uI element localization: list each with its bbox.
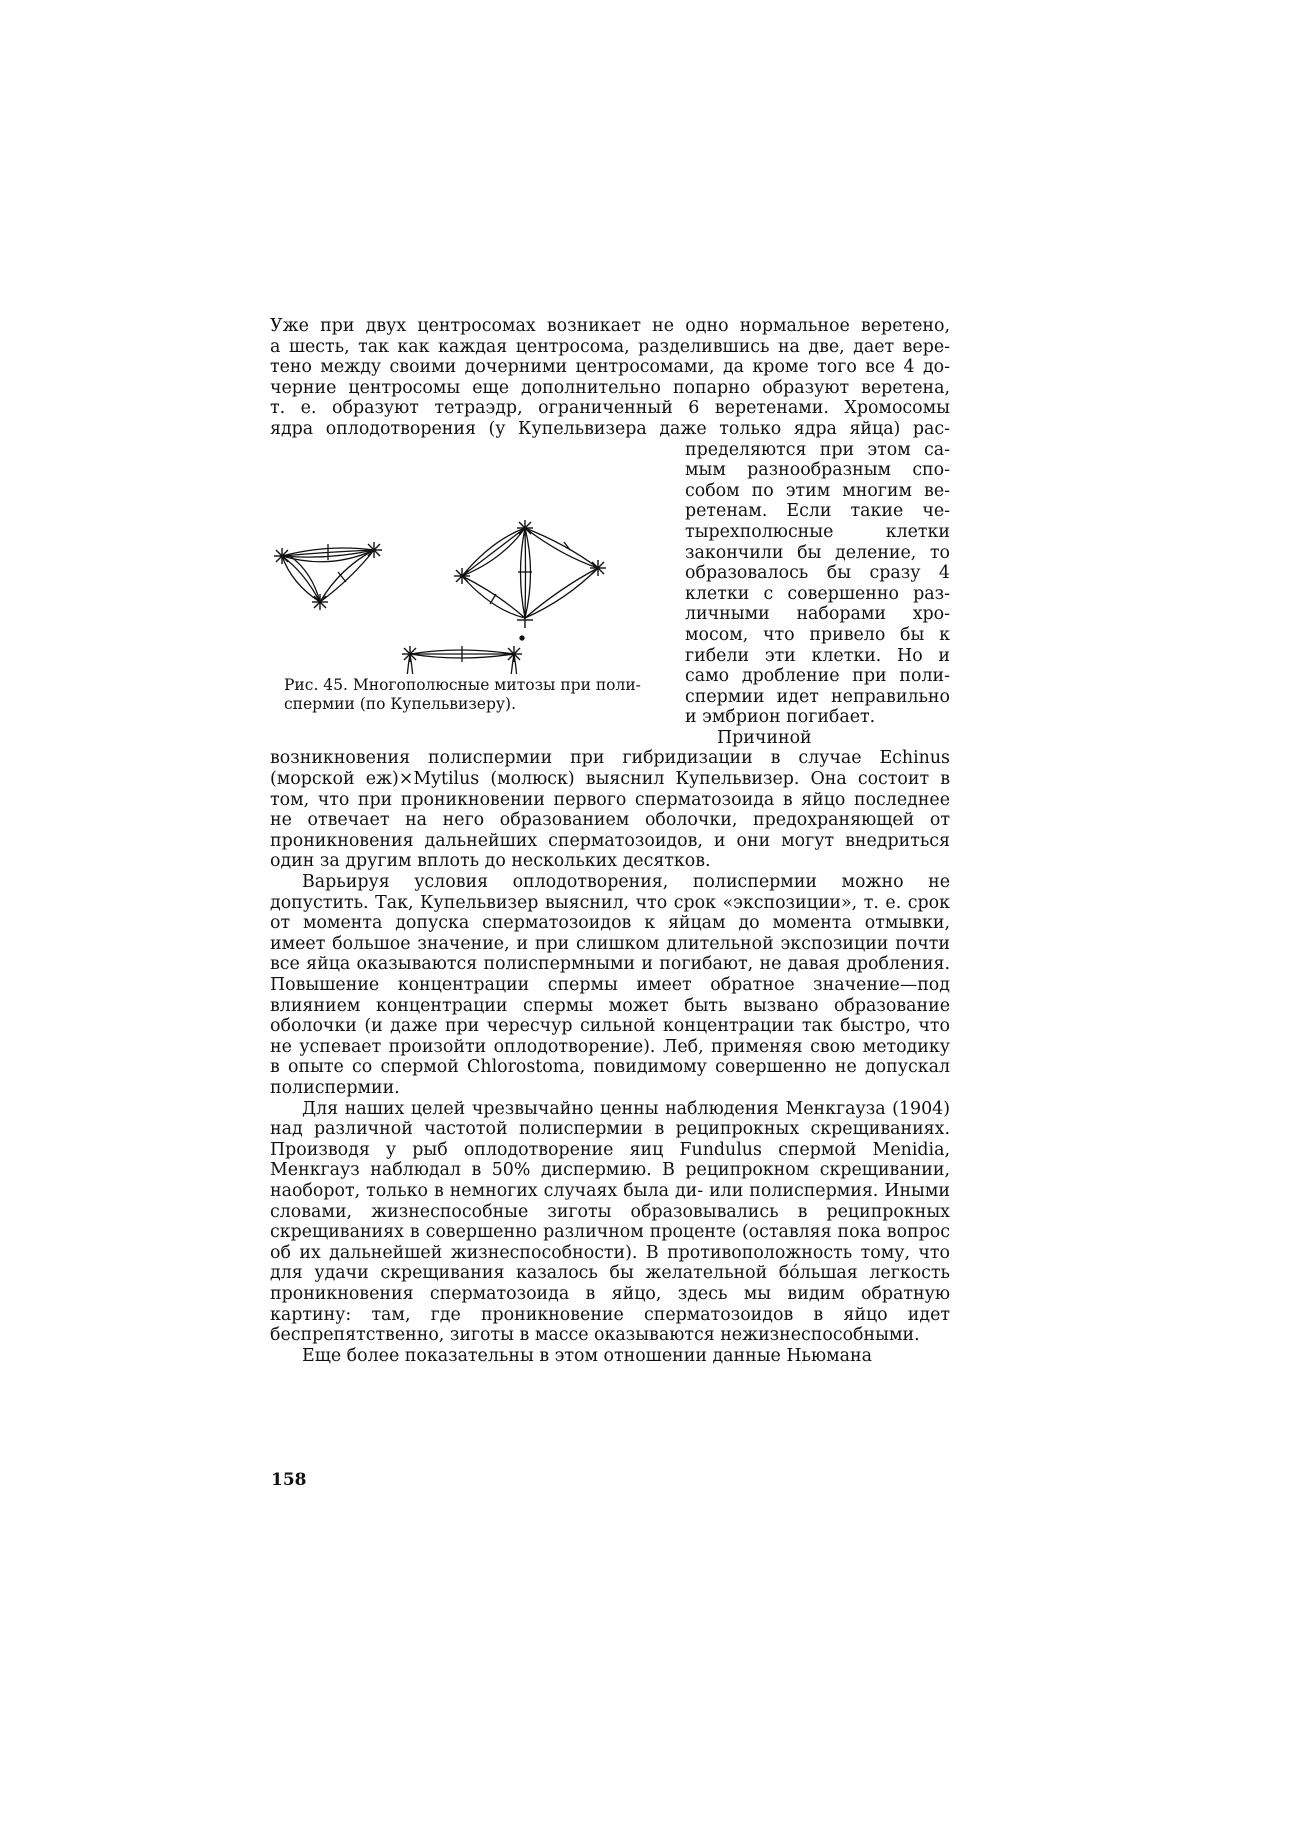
paragraph-4: Для наших целей чрезвычайно ценны наблюдения Менкгауза (1904) над различной частотой полиспермии в реципрокных скрещиваниях. Производя у рыб оплодотворение яиц Fundulus спермой Menidia, Менкгауз наблюдал в 50% диспермию. В реципрокном скрещивании, наоборот, только в немногих случаях была ди- или полиспермия. Иными словами, жизнеспособные зиготы образовывались в реципрокных скрещиваниях в совершенно различном проценте (оставляя пока вопрос об их дальнейшей жизнеспособности). В противоположность тому, что для удачи скрещивания казалось бы желательной бо́льшая легкость проникновения сперматозоида в яйцо, здесь мы видим обратную картину: там, где проникновение сперматозоидов в яйцо идет беспрепятственно, зиготы в массе оказываются нежизнеспособными. [270,1098,950,1346]
text-line: закончили бы деление, то [685,542,950,563]
paragraph-3: Варьируя условия оплодотворения, полиспермии можно не допустить. Так, Купельвизер выяснил, что срок «экспозиции», т. е. срок от момента допуска сперматозоидов к яйцам до момента отмывки, имеет большое значение, и при слишком длительной экспозиции почти все яйца оказываются полиспермными и погибают, не давая дробления. Повышение концентрации спермы имеет обратное значение—под влиянием концентрации спермы может быть вызвано образование оболочки (и даже при чересчур сильной концентрации так быстро, что не успевает произойти оплодотворение). Леб, применяя свою методику в опыте со спермой Chlorostoma, повидимому совершенно не допускал полиспермии. [270,872,950,1098]
mitosis-figure [270,444,675,674]
text-line: тено между своими дочерними центросомами, да кроме того все 4 до- [270,357,950,378]
paragraph-2: Причиной возникновения полиспермии при гибридизации в случае Echinus (морской еж)×Mytilus (молюск) выяснил Купельвизер. Она состоит в том, что при проникновении первого сперматозоида в яйцо последнее не отвечает на него образованием оболочки, предохраняющей от проникновения дальнейших сперматозоидов, и они могут внедриться один за другим вплоть до нескольких десятков. [270,727,950,872]
text-line: клетки с совершенно раз- [685,583,950,604]
paragraph-5: Еще более показательны в этом отношении данные Ньюмана [302,1345,872,1366]
page-number: 158 [271,1470,307,1490]
paragraph-1 [270,316,950,440]
text-line: образовалось бы сразу 4 [685,563,950,584]
text-line: собом по этим многим ве- [685,480,950,501]
text-line: а шесть, так как каждая центросома, разделившись на две, дает вере- [270,336,950,357]
text-line: само дробление при поли- [685,666,950,687]
u-spindles [402,646,522,674]
figure-caption: Рис. 45. Многополюсные митозы при поли-спермии (по Купельвизеру). [284,675,641,713]
text-line: черние центросомы еще дополнительно попарно образуют веретена, [270,377,950,398]
text-line: ядра оплодотворения (у Купельвизера даже только ядра яйца) рас- [270,418,950,439]
text-line: тырехполюсные клетки [685,521,950,542]
text-line: мым разнообразным спо- [685,460,950,481]
text-line: личными наборами хро- [685,604,950,625]
triangle-spindles [274,542,382,610]
text-line: гибели эти клетки. Но и [685,645,950,666]
text-line: т. е. образуют тетраэдр, ограниченный 6 веретенами. Хромосомы [270,398,950,419]
diamond-spindles [454,520,606,640]
text-line: ретенам. Если такие че- [685,501,950,522]
body-text [270,316,950,1366]
text-line: и эмбрион погибает. [685,707,876,728]
figure-45 [270,444,675,744]
text-line: мосом, что привело бы к [685,624,950,645]
text-line: спермии идет неправильно [685,686,950,707]
text-line: Уже при двух центросомах возникает не одно нормальное веретено, [270,316,950,336]
text-line: пределяются при этом са- [685,439,950,460]
